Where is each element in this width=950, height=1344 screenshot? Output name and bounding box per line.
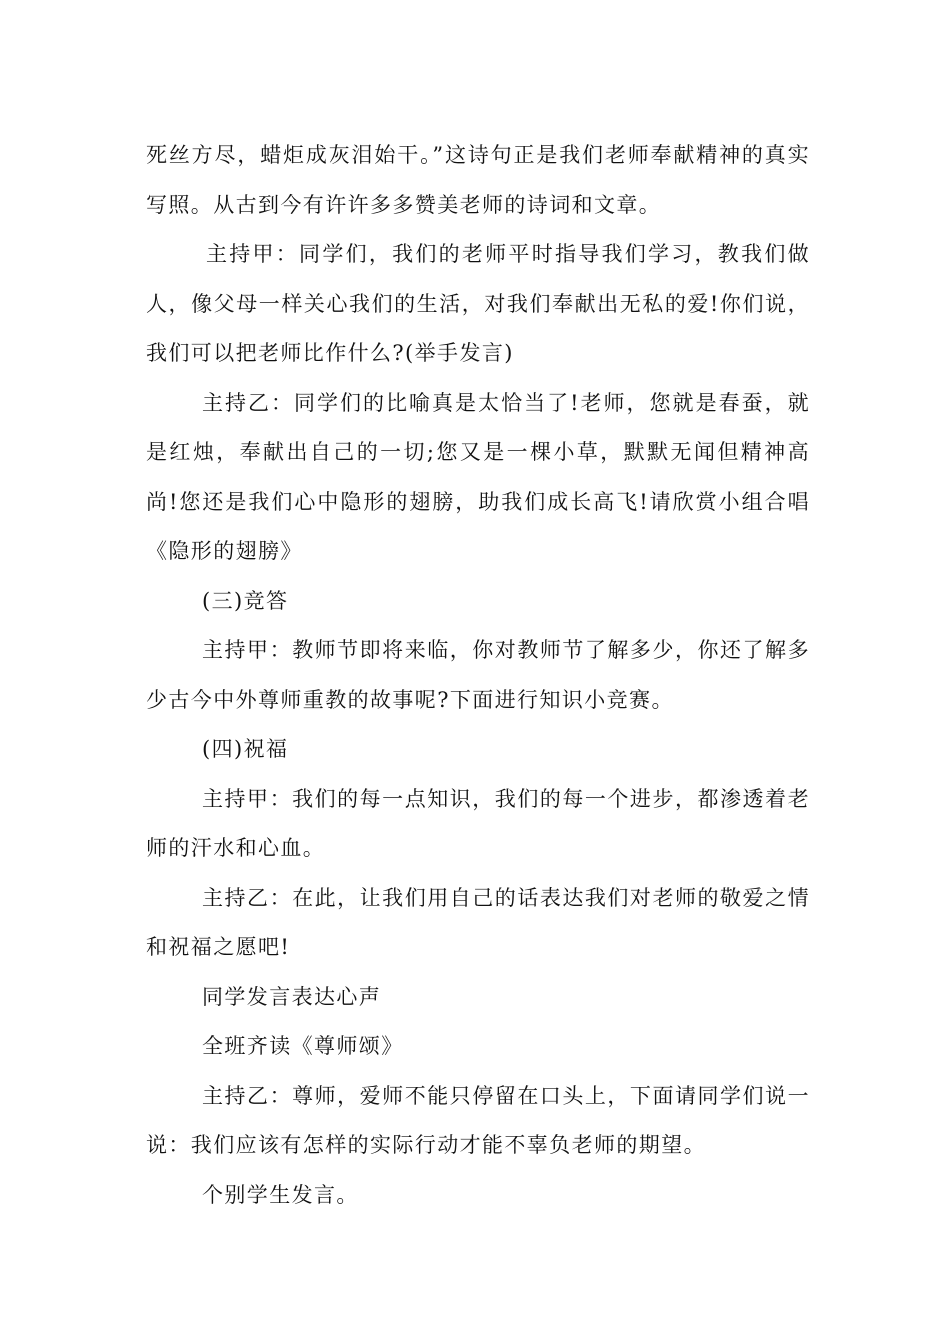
section-heading-quiz: (三)竞答 xyxy=(202,588,289,613)
paragraph-students-speak: 同学发言表达心声 xyxy=(202,984,382,1009)
paragraph-host-a-knowledge: 主持甲：我们的每一点知识，我们的每一个进步，都渗透着老师的汗水和心血。 xyxy=(146,786,810,860)
paragraph-host-b-praise: 主持乙：同学们的比喻真是太恰当了!老师，您就是春蚕，就是红烛，奉献出自己的一切;您又是一棵小草，默默无闻但精神高尚!您还是我们心中隐形的翅膀，助我们成长高飞!请欣赏小组合唱《隐形的翅膀》 xyxy=(146,390,810,563)
paragraph-host-a-metaphor: 主持甲：同学们，我们的老师平时指导我们学习，教我们做人，像父母一样关心我们的生活，对我们奉献出无私的爱!你们说，我们可以把老师比作什么?(举手发言) xyxy=(146,242,810,365)
paragraph-poem-continuation: 死丝方尽，蜡炬成灰泪始干。”这诗句正是我们老师奉献精神的真实写照。从古到今有许许多多赞美老师的诗词和文章。 xyxy=(146,143,810,217)
document-body xyxy=(146,131,810,1220)
paragraph-host-b-wishes: 主持乙：在此，让我们用自己的话表达我们对老师的敬爱之情和祝福之愿吧! xyxy=(146,885,810,959)
section-heading-blessing: (四)祝福 xyxy=(202,737,289,761)
paragraph-host-b-action: 主持乙：尊师，爱师不能只停留在口头上，下面请同学们说一说：我们应该有怎样的实际行动才能不辜负老师的期望。 xyxy=(146,1083,810,1157)
paragraph-individual-speech: 个别学生发言。 xyxy=(202,1182,359,1207)
paragraph-host-a-quiz: 主持甲：教师节即将来临，你对教师节了解多少，你还了解多少古今中外尊师重教的故事呢?下面进行知识小竞赛。 xyxy=(146,638,810,712)
paragraph-class-reading: 全班齐读《尊师颂》 xyxy=(202,1034,404,1058)
